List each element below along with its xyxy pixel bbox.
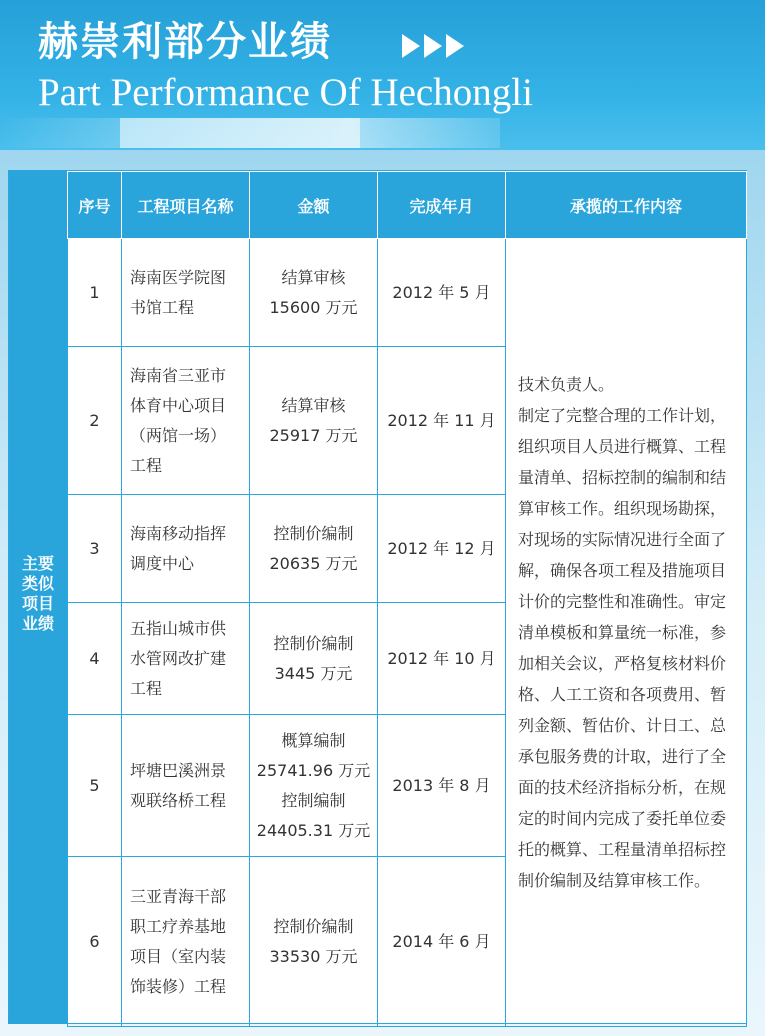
triple-arrow-icon [400, 30, 470, 62]
cell-date: 2013 年 8 月 [378, 715, 506, 857]
cell-name: 海南省三亚市 体育中心项目 （两馆一场） 工程 [122, 347, 250, 495]
cell-no: 4 [68, 603, 122, 715]
cell-no: 3 [68, 495, 122, 603]
table-row [68, 239, 747, 347]
cell-amount: 控制价编制 33530 万元 [250, 857, 378, 1027]
col-header-amount: 金额 [250, 172, 378, 239]
table-header-row [68, 172, 747, 239]
cell-no: 5 [68, 715, 122, 857]
cell-amount: 概算编制 25741.96 万元 控制编制 24405.31 万元 [250, 715, 378, 857]
cell-date: 2012 年 11 月 [378, 347, 506, 495]
cell-name: 海南医学院图 书馆工程 [122, 239, 250, 347]
cell-no: 6 [68, 857, 122, 1027]
cell-amount: 结算审核 25917 万元 [250, 347, 378, 495]
col-header-no: 序号 [68, 172, 122, 239]
cell-amount: 控制价编制 20635 万元 [250, 495, 378, 603]
cell-no: 1 [68, 239, 122, 347]
cell-name: 五指山城市供 水管网改扩建 工程 [122, 603, 250, 715]
cell-work-content: 技术负责人。 制定了完整合理的工作计划，组织项目人员进行概算、工程量清单、招标控制的编制和结算审核工作。组织现场勘探，对现场的实际情况进行全面了解，确保各项工程及措施项目计价的完整性和准确性。审定清单模板和算量统一标准，参加相关会议，严格复核材料价格、人工工资和各项费用、暂列金额、暂估价、计日工、总承包服务费的计取，进行了全面的技术经济指标分析，在规定的时间内完成了委托单位委托的概算、工程量清单招标控制价编制及结算审核工作。 [506, 239, 747, 1027]
col-header-name: 工程项目名称 [122, 172, 250, 239]
col-header-date: 完成年月 [378, 172, 506, 239]
cell-amount: 结算审核 15600 万元 [250, 239, 378, 347]
page-title-cn: 赫崇利部分业绩 [38, 19, 332, 65]
performance-table [67, 171, 747, 1027]
side-category [9, 171, 68, 1023]
col-header-content: 承揽的工作内容 [506, 172, 747, 239]
cell-name: 三亚青海干部 职工疗养基地 项目（室内装 饰装修）工程 [122, 857, 250, 1027]
cell-name: 坪塘巴溪洲景 观联络桥工程 [122, 715, 250, 857]
cell-amount: 控制价编制 3445 万元 [250, 603, 378, 715]
cell-date: 2012 年 5 月 [378, 239, 506, 347]
header-banner [0, 0, 765, 170]
decor-band-highlight [120, 118, 360, 148]
cell-no: 2 [68, 347, 122, 495]
cell-date: 2012 年 10 月 [378, 603, 506, 715]
cell-name: 海南移动指挥 调度中心 [122, 495, 250, 603]
page-title-en: Part Performance Of Hechongli [38, 71, 533, 114]
side-category-label: 主要 类似 项目 业绩 [21, 554, 54, 633]
cell-date: 2014 年 6 月 [378, 857, 506, 1027]
cell-date: 2012 年 12 月 [378, 495, 506, 603]
performance-panel [8, 170, 747, 1024]
